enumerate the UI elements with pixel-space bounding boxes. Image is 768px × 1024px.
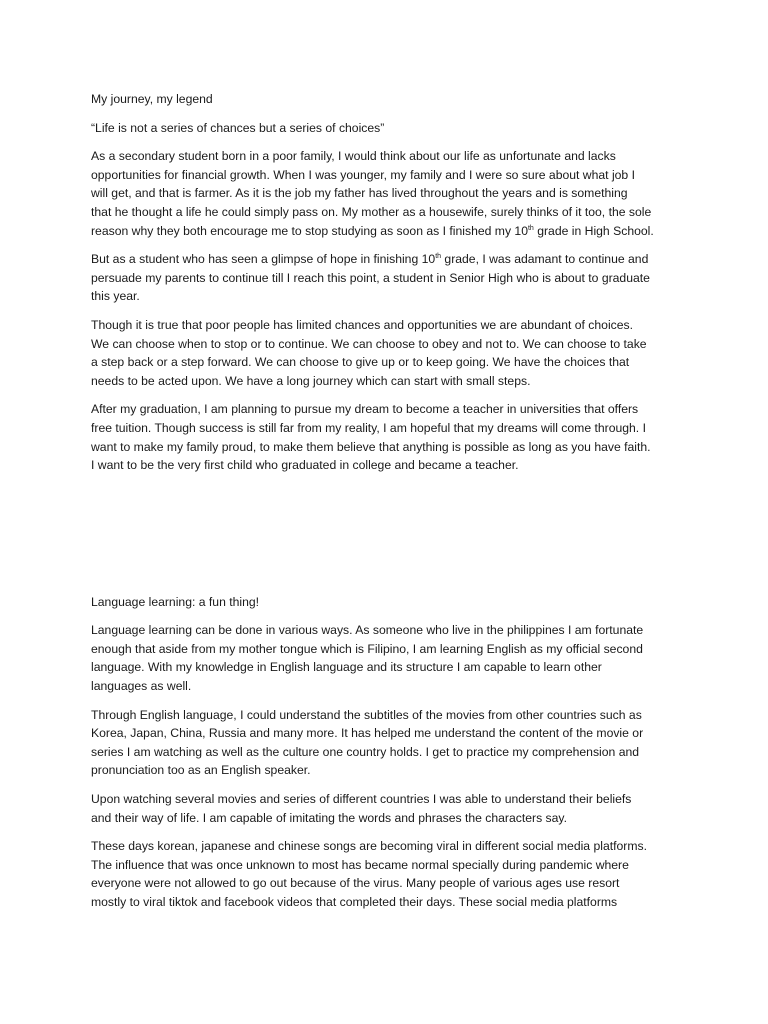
essay-title: My journey, my legend xyxy=(91,92,213,106)
paragraph xyxy=(91,790,691,827)
text-segment: grade, I was adamant to continue and xyxy=(441,252,649,267)
paragraph xyxy=(91,316,691,390)
text-line: I want to be the very first child who graduated in college and became a teacher. xyxy=(91,458,519,473)
text-line: languages as well. xyxy=(91,679,192,694)
essay-title: Language learning: a fun thing! xyxy=(91,594,260,609)
paragraph xyxy=(91,706,691,780)
text-line: everyone were not allowed to go out because of the virus. Many people of various ages use resort xyxy=(91,876,620,891)
text-line: mostly to viral tiktok and facebook videos that completed their days. These social media platforms xyxy=(91,895,618,909)
text-line: After my graduation, I am planning to pursue my dream to become a teacher in universities that offers xyxy=(91,402,639,417)
paragraph xyxy=(91,147,691,240)
text-line xyxy=(91,250,691,269)
text-line: a step back or a step forward. We can choose to give up or to keep going. We have the choices that xyxy=(91,355,630,370)
text-segment: reason why they both encourage me to stop studying as soon as I finished my 10 xyxy=(91,223,528,238)
quote-line: “Life is not a series of chances but a series of choices” xyxy=(91,120,385,135)
text-line: this year. xyxy=(91,289,140,304)
text-line: Upon watching several movies and series of different countries I was able to understand their beliefs xyxy=(91,792,632,807)
text-line xyxy=(91,222,691,241)
text-line: will get, and that is farmer. As it is the job my father has lived throughout the years and is something xyxy=(91,186,628,201)
essay-quote xyxy=(91,119,691,138)
text-line: Language learning can be done in various ways. As someone who live in the philippines I am fortunate xyxy=(91,623,644,638)
text-line: We can choose when to stop or to continue. We can choose to obey and not to. We can choose to take xyxy=(91,336,647,351)
text-line: Korea, Japan, China, Russia and many more. It has helped me understand the content of the movie or xyxy=(91,726,644,741)
ordinal-superscript: th xyxy=(527,224,534,232)
text-line: series I am watching as well as the culture one country holds. I get to practice my comprehension and xyxy=(91,744,640,759)
text-line: The influence that was once unknown to most has became normal specially during pandemic where xyxy=(91,857,629,872)
paragraph xyxy=(91,250,691,306)
document-page xyxy=(91,90,691,922)
text-line: that he thought a life he could simply pass on. My mother as a housewife, surely thinks of it too, the sole xyxy=(91,204,652,219)
blank-spacer xyxy=(91,485,691,593)
text-line: free tuition. Though success is still far from my reality, I am hopeful that my dreams will come through. I xyxy=(91,420,646,435)
text-line: opportunities for financial growth. When I was younger, my family and I were so sure about what job I xyxy=(91,167,635,182)
text-line: persuade my parents to continue till I reach this point, a student in Senior High who is about to graduate xyxy=(91,270,650,285)
ordinal-superscript: th xyxy=(435,253,442,261)
text-line: pronunciation too as an English speaker. xyxy=(91,763,311,778)
paragraph xyxy=(91,837,691,911)
text-line: Though it is true that poor people has limited chances and opportunities we are abundant of choices. xyxy=(91,317,634,332)
text-line: and their way of life. I am capable of imitating the words and phrases the characters say. xyxy=(91,810,568,825)
text-line: Through English language, I could understand the subtitles of the movies from other countries such as xyxy=(91,707,642,722)
text-line: enough that aside from my mother tongue which is Filipino, I am learning English as my official second xyxy=(91,641,643,656)
paragraph xyxy=(91,400,691,474)
text-line: needs to be acted upon. We have a long journey which can start with small steps. xyxy=(91,373,531,388)
text-line: As a secondary student born in a poor family, I would think about our life as unfortunate and lacks xyxy=(91,149,616,164)
text-segment: grade in High School. xyxy=(533,223,654,238)
text-line: language. With my knowledge in English language and its structure I am capable to learn other xyxy=(91,660,602,675)
paragraph xyxy=(91,621,691,695)
text-line: want to make my family proud, to make them believe that anything is possible as long as you have faith. xyxy=(91,439,651,454)
text-line: These days korean, japanese and chinese songs are becoming viral in different social media platforms. xyxy=(91,839,647,854)
text-segment: But as a student who has seen a glimpse of hope in finishing 10 xyxy=(91,252,436,267)
